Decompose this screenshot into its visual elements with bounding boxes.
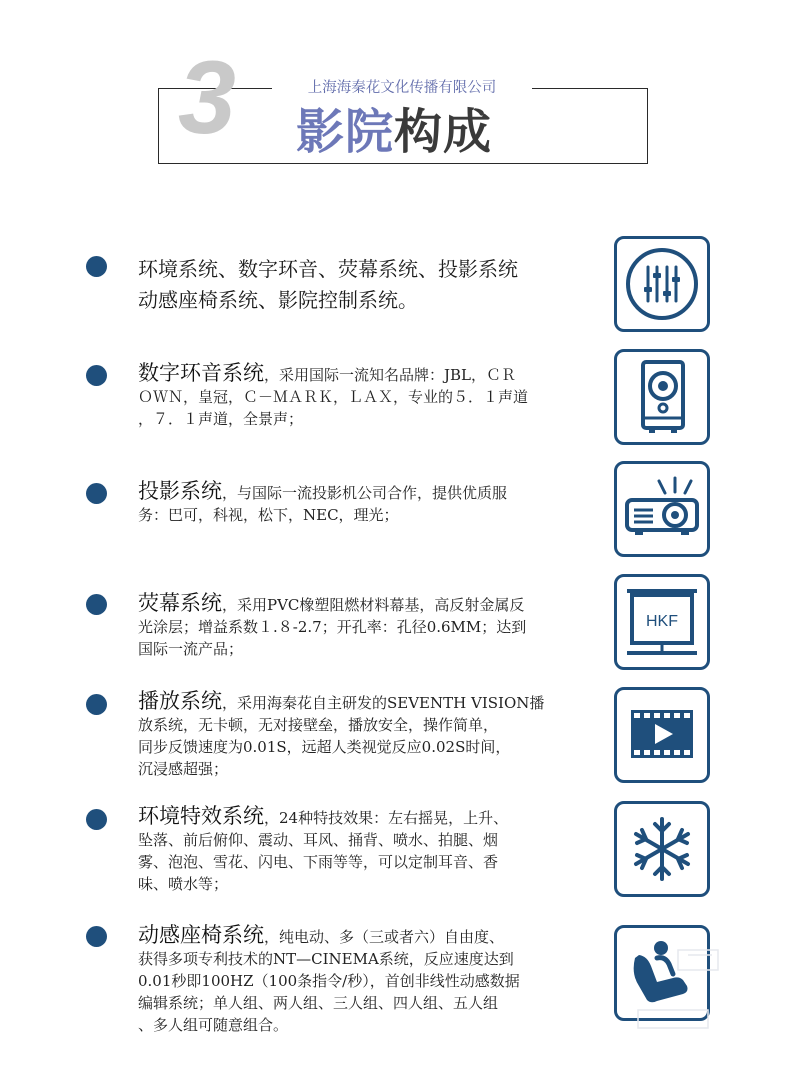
bullet-dot: [86, 809, 107, 830]
item-text-line: 0.01秒即100HZ（100条指令/秒），首创非线性动感数据: [138, 972, 520, 990]
bullet-dot: [86, 483, 107, 504]
item-text-line: 沉浸感超强；: [138, 760, 229, 778]
item-text-line: ，７．１声道，全景声；: [138, 410, 304, 428]
screen-icon: [614, 574, 710, 670]
screen-icon-text: HKF: [646, 613, 678, 630]
item-text-line: 坠落、前后俯仰、震动、耳风、捅背、喷水、拍腿、烟: [138, 831, 499, 849]
film-play-icon: [614, 687, 710, 783]
item-text-line: 获得多项专利技术的NT—CINEMA系统，反应速度达到: [138, 950, 514, 968]
intro-line-2: 动感座椅系统、影院控制系统。: [138, 288, 418, 312]
item-text-line: 国际一流产品；: [138, 640, 244, 658]
item-heading: 播放系统: [138, 689, 222, 713]
intro-text: [138, 254, 588, 316]
item-text-line: 雾、泡泡、雪花、闪电、下雨等等，可以定制耳音、香: [138, 853, 499, 871]
page-title: [296, 104, 492, 160]
projector-icon: [614, 461, 710, 557]
item-heading: 荧幕系统: [138, 591, 222, 615]
item-heading: 投影系统: [138, 479, 222, 503]
item-text-line: ＯＷＮ，皇冠，Ｃ－ＭＡＲＫ，ＬＡＸ，专业的５．１声道: [138, 388, 529, 406]
list-item-effects: [138, 805, 588, 895]
item-text-line: 编辑系统；单人组、两人组、三人组、四人组、五人组: [138, 994, 499, 1012]
bullet-dot: [86, 256, 107, 277]
item-heading: 动感座椅系统: [138, 923, 264, 947]
list-item-audio: [138, 362, 588, 430]
list-item-projection: [138, 480, 588, 526]
item-text-line: 放系统，无卡顿，无对接壁垒，播放安全，操作简单，: [138, 716, 499, 734]
item-text-line: 味、喷水等；: [138, 875, 229, 893]
speaker-icon: [614, 349, 710, 445]
intro-line-1: 环境系统、数字环音、荧幕系统、投影系统: [138, 257, 518, 281]
watermark-lines: [608, 930, 720, 1030]
control-sliders-icon: [614, 236, 710, 332]
bullet-dot: [86, 594, 107, 615]
item-heading: 数字环音系统: [138, 361, 264, 385]
item-heading: 环境特效系统: [138, 804, 264, 828]
item-text-line: 务：巴可，科视，松下，NEC，理光；: [138, 506, 399, 524]
bullet-dot: [86, 694, 107, 715]
item-text-line: 光涂层；增益系数１.８-2.7；开孔率：孔径0.6MM；达到: [138, 618, 527, 636]
section-number: 3: [178, 40, 236, 156]
item-text-line: 、多人组可随意组合。: [138, 1016, 289, 1034]
item-text-line: 同步反馈速度为0.01S，远超人类视觉反应0.02S时间，: [138, 738, 511, 756]
item-text-line: ，采用PVC橡塑阻燃材料幕基，高反射金属反: [222, 596, 525, 614]
page-title-part1: 影院: [296, 104, 395, 160]
item-text-line: ，24种特技效果：左右摇晃，上升、: [264, 809, 509, 827]
item-text-line: ，采用国际一流知名品牌：JBL，ＣＲ: [264, 366, 516, 384]
list-item-seat: [138, 924, 588, 1036]
item-text-line: ，纯电动、多（三或者六）自由度、: [264, 928, 505, 946]
item-text-line: ，采用海秦花自主研发的SEVENTH VISION播: [222, 694, 545, 712]
bullet-dot: [86, 365, 107, 386]
list-item-playback: [138, 690, 588, 780]
snowflake-icon: [614, 801, 710, 897]
company-name: 上海海秦花文化传播有限公司: [272, 78, 532, 98]
page-title-part2: 构成: [394, 104, 493, 160]
list-item-screen: [138, 592, 588, 660]
bullet-dot: [86, 926, 107, 947]
item-text-line: ，与国际一流投影机公司合作，提供优质服: [222, 484, 508, 502]
